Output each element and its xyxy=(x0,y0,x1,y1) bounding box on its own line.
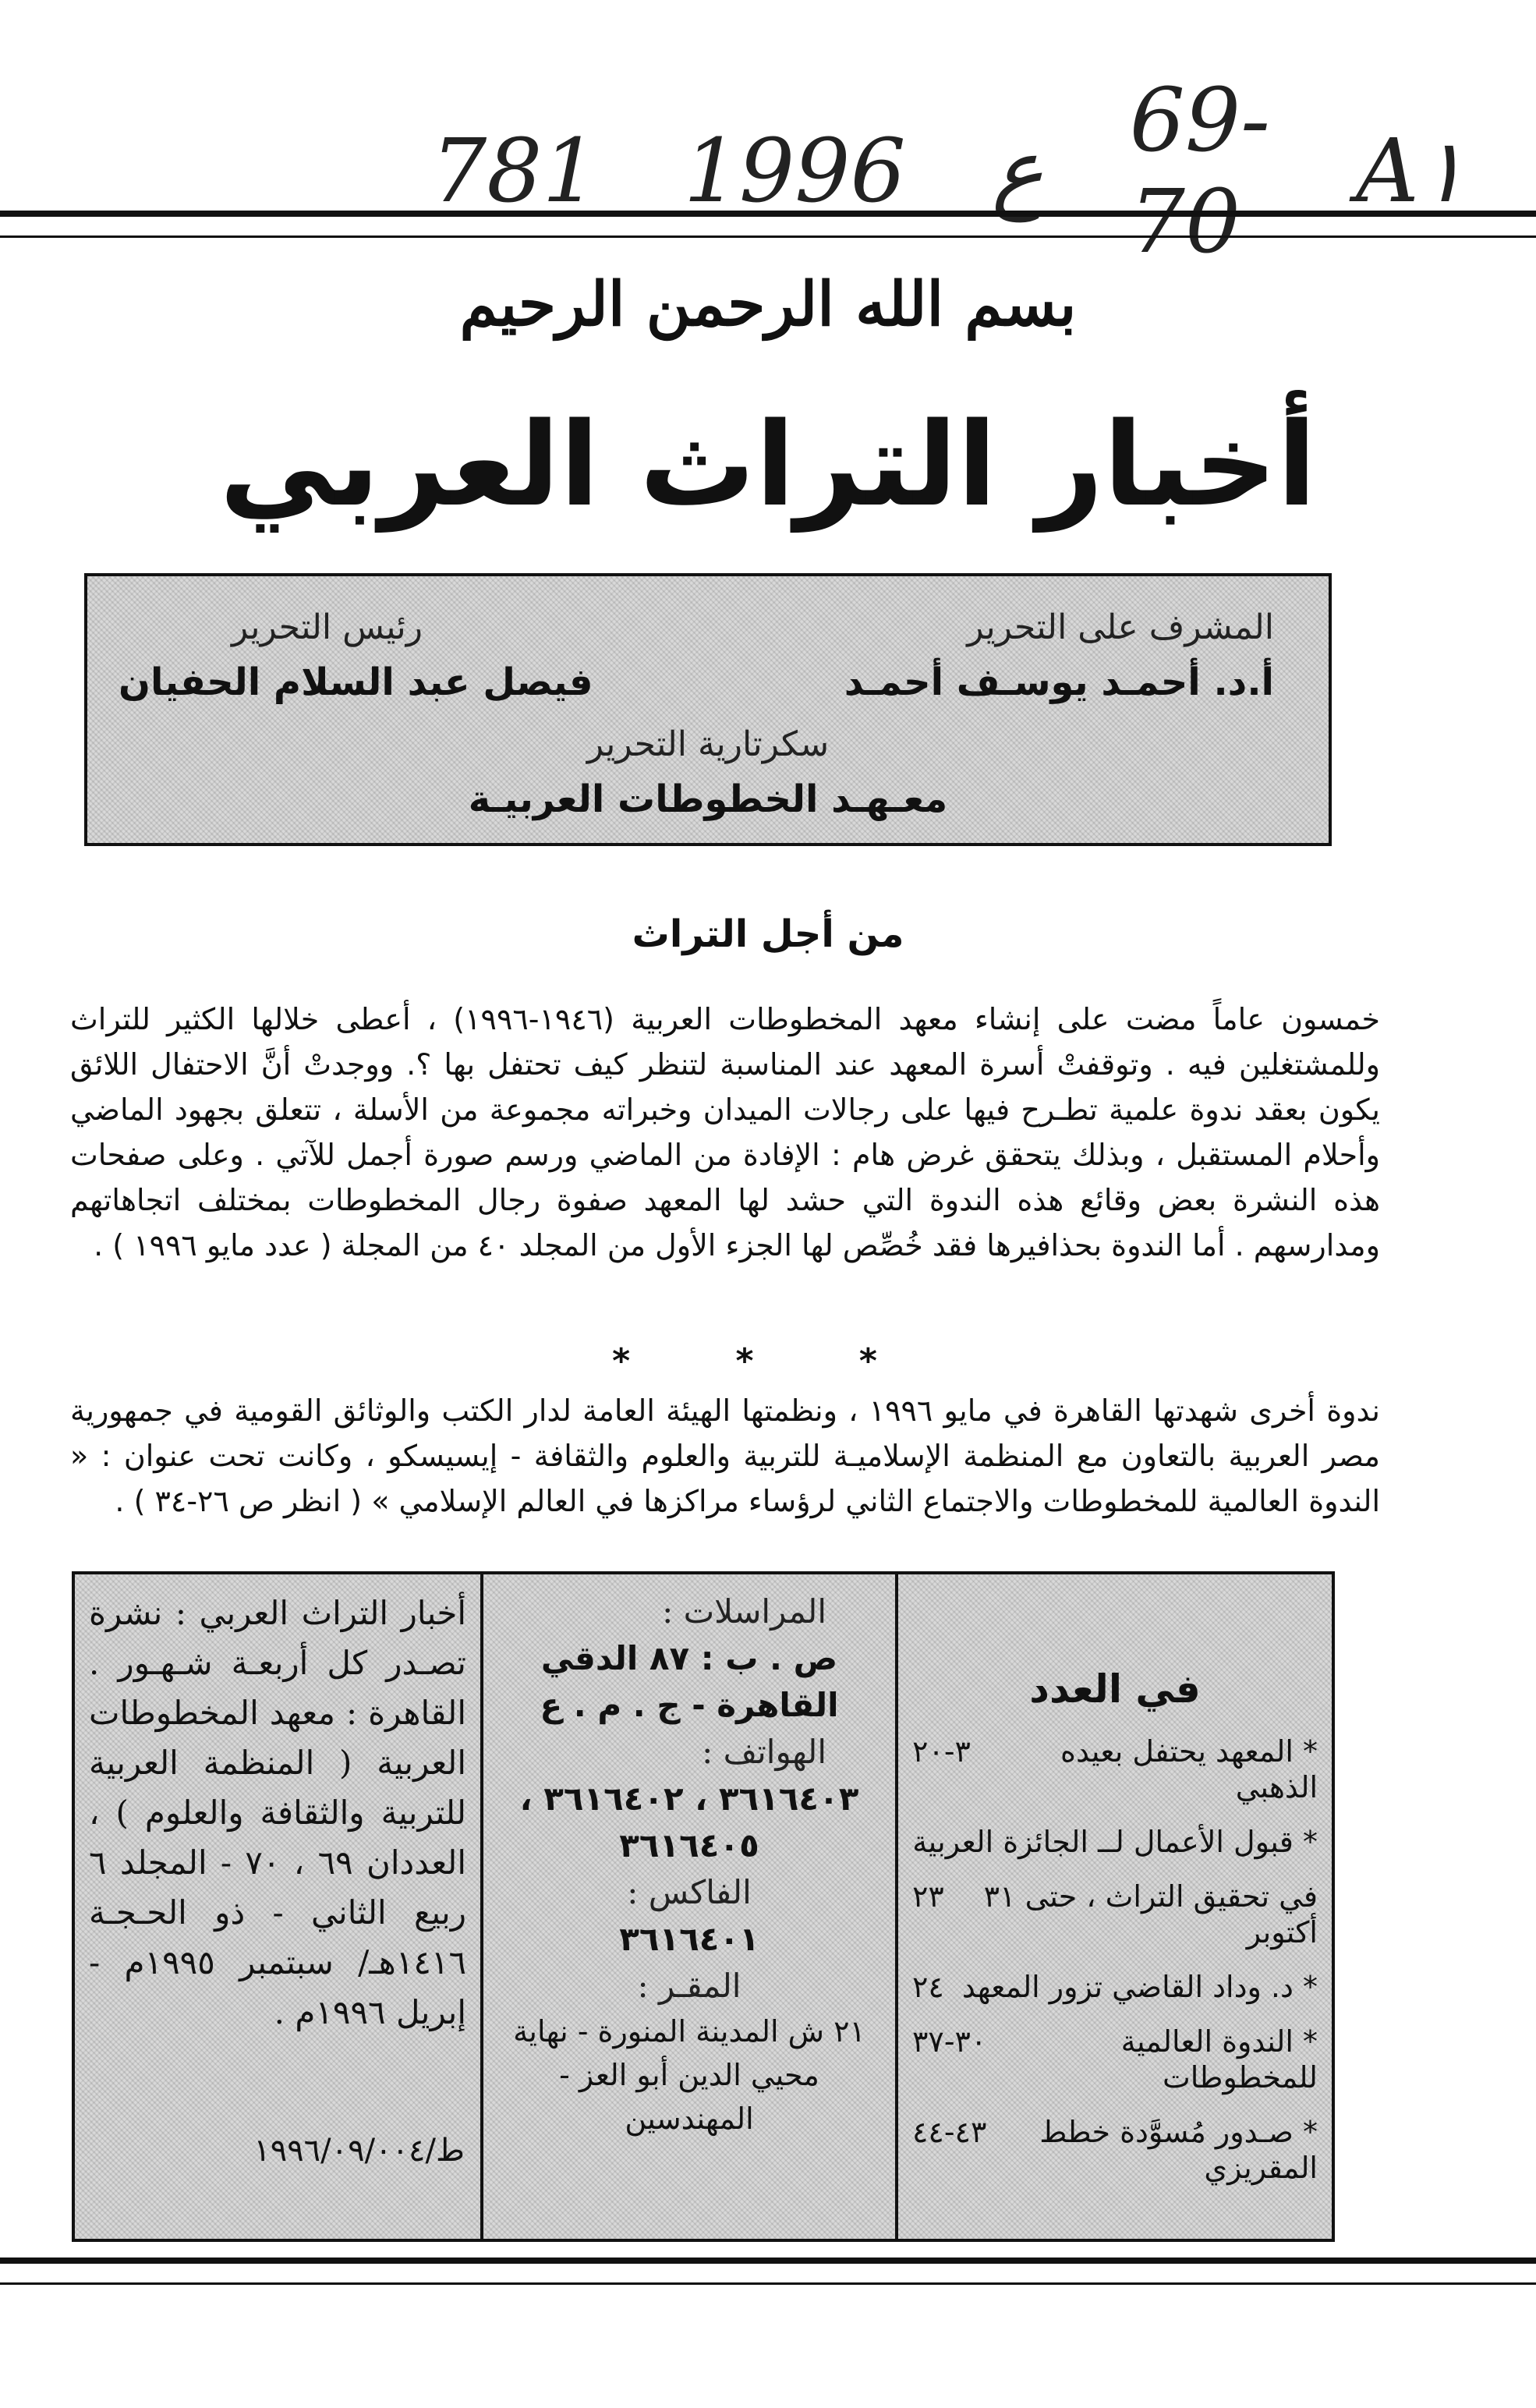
toc-item xyxy=(912,2024,1318,2095)
fax-label: الفاكس : xyxy=(627,1873,752,1911)
handwritten-archive-note xyxy=(430,70,1466,273)
note-part: 781 xyxy=(430,121,598,222)
deposit-number: ط/١٩٩٦/٠٩/٠٠٤ xyxy=(253,2133,465,2169)
toc-label: في تحقيق التراث ، حتى ٣١ أكتوبر xyxy=(983,1879,1318,1949)
publication-info xyxy=(75,1574,483,2239)
phones-label: الهواتف : xyxy=(702,1733,826,1771)
separator-stars: * * * xyxy=(612,1341,924,1381)
toc-page: ٢٣ xyxy=(912,1879,944,1914)
note-part: 1996 xyxy=(683,121,906,222)
editorial-board-box xyxy=(84,573,1332,846)
toc-label: * الندوة العالمية للمخطوطات xyxy=(1120,2024,1318,2095)
toc-page: ٣٠-٣٧ xyxy=(912,2024,987,2059)
basmala: بسم الله الرحمن الرحيم xyxy=(459,269,1077,340)
toc-item xyxy=(912,1969,1318,2005)
toc-label: * د. وداد القاضي تزور المعهد xyxy=(961,1970,1318,2004)
secretariat-name: معـهـد الخطوطات العربيـة xyxy=(468,777,948,821)
note-part: ع xyxy=(991,121,1044,222)
toc-label: * المعهد يحتفل بعيده الذهبي xyxy=(1060,1734,1318,1804)
article-paragraph-1: خمسون عاماً مضت على إنشاء معهد المخطوطات العربية (١٩٤٦-١٩٩٦) ، أعطى خلالها الكثير للتراث وللمشتغلين فيه . وتوقفتْ أسرة المعهد عند المناسبة لتنظر كيف تحتفل بها ؟. ووجدتْ أنَّ الاحتفال اللائق يكون بعقد ندوة علمية تطـرح فيها على رجالات الميدان وخبراته مجموعة من الأسلة ، تتعلق بجهود الماضي وأحلام المستقبل ، وبذلك يتحقق غرض هام : الإفادة من الماضي ورسم صورة أجمل للآتي . وعلى صفحات هذه النشرة بعض وقائع هذه الندوة التي حشد لها المعهد صفوة رجال المخطوطات بمختلف اتجاهاتهم ومدارسهم . أما الندوة بحذافيرها فقد خُصِّص لها الجزء الأول من المجلد ٤٠ من المجلة ( عدد مايو ١٩٩٦ ) . xyxy=(70,1002,1380,1262)
phones-line-1: ٣٦١٦٤٠٣ ، ٣٦١٦٤٠٢ ، xyxy=(519,1779,859,1818)
toc-item xyxy=(912,2114,1318,2186)
toc-page: ٤٣-٤٤ xyxy=(912,2115,987,2149)
top-double-rule xyxy=(0,211,1536,238)
headquarters-address-2: محيي الدين أبو العز - المهندسين xyxy=(559,2058,819,2136)
toc-label: * قبول الأعمال لــ الجائزة العربية xyxy=(912,1825,1318,1859)
fax-number: ٣٦١٦٤٠١ xyxy=(619,1920,759,1958)
toc-page: ٣-٢٠ xyxy=(912,1734,971,1769)
toc-item xyxy=(912,1733,1318,1805)
contents-title: في العدد xyxy=(1029,1666,1201,1712)
po-box: ص . ب : ٨٧ الدقي xyxy=(540,1639,838,1677)
note-part: A١ xyxy=(1355,121,1466,222)
chief-editor-label: رئيس التحرير xyxy=(232,607,423,647)
masthead-title: أخبار التراث العربي xyxy=(219,398,1317,532)
contact-info xyxy=(483,1574,898,2239)
toc-item xyxy=(912,1824,1318,1860)
supervisor-name: أ.د. أحمـد يوسـف أحمـد xyxy=(844,660,1274,704)
note-part: 69-70 xyxy=(1129,70,1270,273)
correspondence-label: المراسلات : xyxy=(662,1592,826,1631)
phones-line-2: ٣٦١٦٤٠٥ xyxy=(619,1826,759,1864)
article-paragraph-2: ندوة أخرى شهدتها القاهرة في مايو ١٩٩٦ ، ونظمتها الهيئة العامة لدار الكتب والوثائق القومية في جمهورية مصر العربية بالتعاون مع المنظمة الإسلاميـة للتربية والعلوم والثقافة - إيسيسكو ، وكانت تحت عنوان : « الندوة العالمية للمخطوطات والاجتماع الثاني لرؤساء مراكزها في العالم الإسلامي » ( انظر ص ٢٦-٣٤ ) . xyxy=(70,1393,1380,1518)
supervisor-label: المشرف على التحرير xyxy=(967,607,1274,647)
headquarters-label: المقـر : xyxy=(637,1967,741,2005)
issue-info-box xyxy=(72,1571,1335,2242)
chief-editor-name: فيصل عبد السلام الحفيان xyxy=(119,660,593,704)
bottom-double-rule xyxy=(0,2258,1536,2285)
secretariat-label: سكرتارية التحرير xyxy=(586,724,830,764)
article-title: من أجل التراث xyxy=(632,912,904,956)
headquarters-address-1: ٢١ ش المدينة المنورة - نهاية xyxy=(513,2014,865,2049)
city: القاهرة - ج . م . ع xyxy=(540,1686,839,1724)
table-of-contents xyxy=(898,1574,1332,2239)
toc-item xyxy=(912,1879,1318,1950)
toc-page: ٢٤ xyxy=(912,1970,944,2004)
publication-description: أخبار التراث العربي : نشرة تصـدر كل أربعـة شـهـور . القاهرة : معهد المخطوطات العربية ( المنظمة العربية للتربية والثقافة والعلوم ) ، العددان ٦٩ ، ٧٠ - المجلد ٦ ربيع الثاني - ذو الحـجـة ١٤١٦هـ/ سبتمبر ١٩٩٥م - إبريل ١٩٩٦م . xyxy=(89,1594,466,2031)
toc-label: * صـدور مُسوَّدة خطط المقريزي xyxy=(1039,2115,1318,2185)
